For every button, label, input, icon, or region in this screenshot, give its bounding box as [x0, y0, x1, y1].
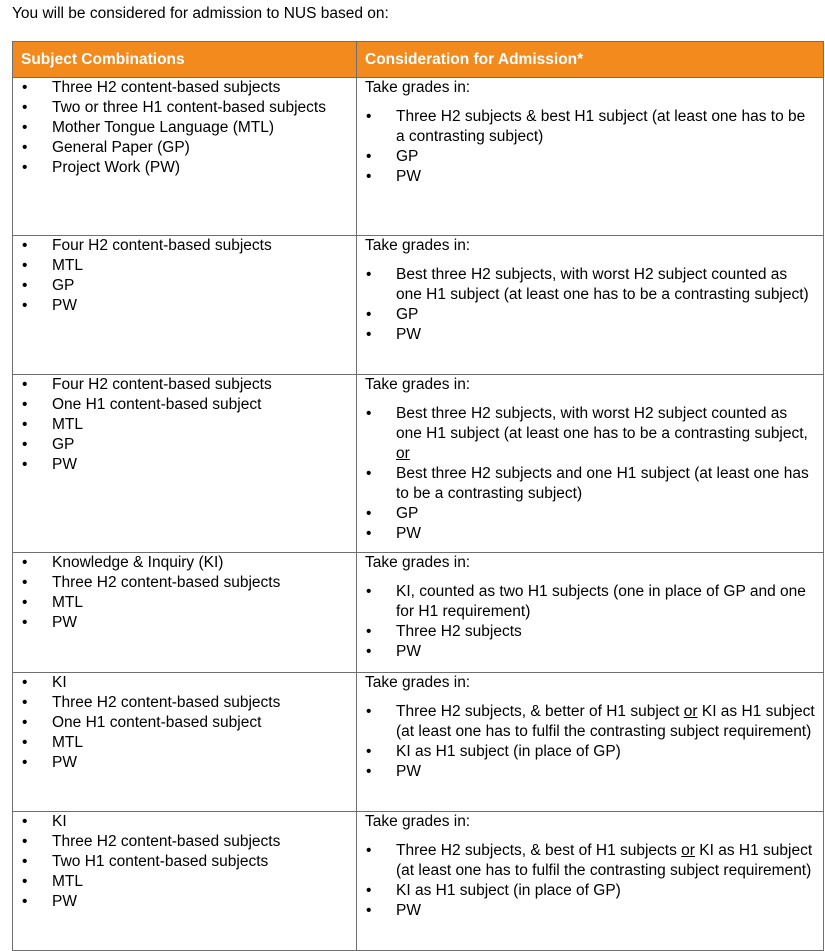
consideration-item	[357, 404, 823, 464]
subject-item: • GP	[13, 276, 356, 296]
subject-item: • MTL	[13, 872, 356, 892]
consideration-text: GP	[396, 505, 419, 522]
subject-combination-cell	[13, 673, 357, 812]
consideration-text-continued: KI as H1 subject (at least one has to fulfil the contrasting subject requirement)	[396, 842, 813, 879]
consideration-cell	[357, 375, 824, 553]
subject-item: • PW	[13, 455, 356, 475]
consideration-list	[357, 107, 823, 187]
intro-text: You will be considered for admission to NUS based on:	[12, 5, 389, 22]
consideration-text: PW	[396, 326, 421, 343]
subject-item: • Four H2 content-based subjects	[13, 375, 356, 395]
table-header-row	[13, 42, 824, 78]
subject-item: • General Paper (GP)	[13, 138, 356, 158]
consideration-text: Best three H2 subjects, with worst H2 subject counted as one H1 subject (at least one has to be a contrasting subject,	[396, 405, 808, 442]
consideration-text: PW	[396, 525, 421, 542]
table-row	[13, 553, 824, 673]
consideration-text: Best three H2 subjects and one H1 subject (at least one has to be a contrasting subject)	[396, 465, 809, 502]
consideration-item	[357, 582, 823, 622]
consideration-item	[357, 325, 823, 345]
consideration-item	[357, 762, 823, 782]
consideration-cell	[357, 553, 824, 673]
subject-combination-cell	[13, 236, 357, 375]
subject-item: • Four H2 content-based subjects	[13, 236, 356, 256]
take-grades-label: Take grades in:	[365, 554, 471, 571]
take-grades-label: Take grades in:	[365, 376, 471, 393]
header-consideration: Consideration for Admission*	[357, 42, 824, 78]
underlined-conjunction: or	[396, 445, 410, 462]
consideration-list	[357, 265, 823, 345]
subject-item: • Mother Tongue Language (MTL)	[13, 118, 356, 138]
consideration-text: PW	[396, 763, 421, 780]
take-grades-label: Take grades in:	[365, 237, 471, 254]
consideration-text: GP	[396, 306, 419, 323]
subject-item: • Project Work (PW)	[13, 158, 356, 178]
subject-combination-cell	[13, 553, 357, 673]
consideration-text: PW	[396, 643, 421, 660]
consideration-text: PW	[396, 902, 421, 919]
subject-item: • Three H2 content-based subjects	[13, 832, 356, 852]
subject-item: • One H1 content-based subject	[13, 713, 356, 733]
consideration-list	[357, 841, 823, 921]
subject-item: • Two H1 content-based subjects	[13, 852, 356, 872]
subject-list	[13, 375, 356, 475]
consideration-cell	[357, 78, 824, 236]
subject-item: • Three H2 content-based subjects	[13, 78, 356, 98]
consideration-item	[357, 265, 823, 305]
subject-list	[13, 673, 356, 773]
subject-combination-cell	[13, 78, 357, 236]
consideration-cell	[357, 236, 824, 375]
subject-list	[13, 553, 356, 633]
table-row	[13, 78, 824, 236]
table-row	[13, 375, 824, 553]
consideration-text: KI, counted as two H1 subjects (one in place of GP and one for H1 requirement)	[396, 583, 806, 620]
consideration-item	[357, 901, 823, 921]
subject-combination-cell	[13, 812, 357, 951]
header-subject-combinations: Subject Combinations	[13, 42, 357, 78]
subject-item: • Three H2 content-based subjects	[13, 573, 356, 593]
consideration-list	[357, 702, 823, 782]
subject-item: • PW	[13, 296, 356, 316]
consideration-item	[357, 147, 823, 167]
subject-item: • Knowledge & Inquiry (KI)	[13, 553, 356, 573]
subject-combination-cell	[13, 375, 357, 553]
subject-item: • MTL	[13, 593, 356, 613]
take-grades-label: Take grades in:	[365, 813, 471, 830]
subject-item: • MTL	[13, 733, 356, 753]
consideration-text: Three H2 subjects, & best of H1 subjects	[396, 842, 682, 859]
subject-item: • MTL	[13, 256, 356, 276]
underlined-conjunction: or	[683, 703, 698, 720]
table-row	[13, 812, 824, 951]
take-grades-label: Take grades in:	[365, 79, 471, 96]
table-row	[13, 673, 824, 812]
consideration-item	[357, 702, 823, 742]
subject-list	[13, 812, 356, 912]
consideration-list	[357, 582, 823, 662]
consideration-item	[357, 622, 823, 642]
consideration-item	[357, 881, 823, 901]
consideration-item	[357, 742, 823, 762]
subject-list	[13, 78, 356, 178]
consideration-text: PW	[396, 168, 421, 185]
underlined-conjunction: or	[681, 842, 695, 859]
consideration-text: Three H2 subjects & best H1 subject (at least one has to be a contrasting subject)	[396, 108, 806, 145]
consideration-text: KI as H1 subject (in place of GP)	[396, 882, 621, 899]
admission-table	[12, 41, 824, 951]
consideration-item	[357, 107, 823, 147]
consideration-text: Three H2 subjects	[396, 623, 522, 640]
consideration-item	[357, 464, 823, 504]
subject-list	[13, 236, 356, 316]
subject-item: • Two or three H1 content-based subjects	[13, 98, 356, 118]
subject-item: • KI	[13, 673, 356, 693]
consideration-item	[357, 524, 823, 544]
subject-item: • PW	[13, 892, 356, 912]
consideration-cell	[357, 812, 824, 951]
subject-item: • PW	[13, 613, 356, 633]
consideration-item	[357, 841, 823, 881]
consideration-cell	[357, 673, 824, 812]
subject-item: • GP	[13, 435, 356, 455]
subject-item: • One H1 content-based subject	[13, 395, 356, 415]
subject-item: • MTL	[13, 415, 356, 435]
consideration-item	[357, 642, 823, 662]
take-grades-label: Take grades in:	[365, 674, 471, 691]
consideration-list	[357, 404, 823, 544]
table-row	[13, 236, 824, 375]
consideration-text: Best three H2 subjects, with worst H2 subject counted as one H1 subject (at least one has to be a contrasting subject)	[396, 266, 809, 303]
consideration-item	[357, 167, 823, 187]
consideration-text: Three H2 subjects, & better of H1 subject	[396, 703, 684, 720]
consideration-text: GP	[396, 148, 419, 165]
consideration-text: KI as H1 subject (in place of GP)	[396, 743, 621, 760]
consideration-item	[357, 305, 823, 325]
consideration-item	[357, 504, 823, 524]
subject-item: • Three H2 content-based subjects	[13, 693, 356, 713]
subject-item: • KI	[13, 812, 356, 832]
consideration-text-continued: KI as H1 subject (at least one has to fulfil the contrasting subject requirement)	[396, 703, 815, 740]
subject-item: • PW	[13, 753, 356, 773]
